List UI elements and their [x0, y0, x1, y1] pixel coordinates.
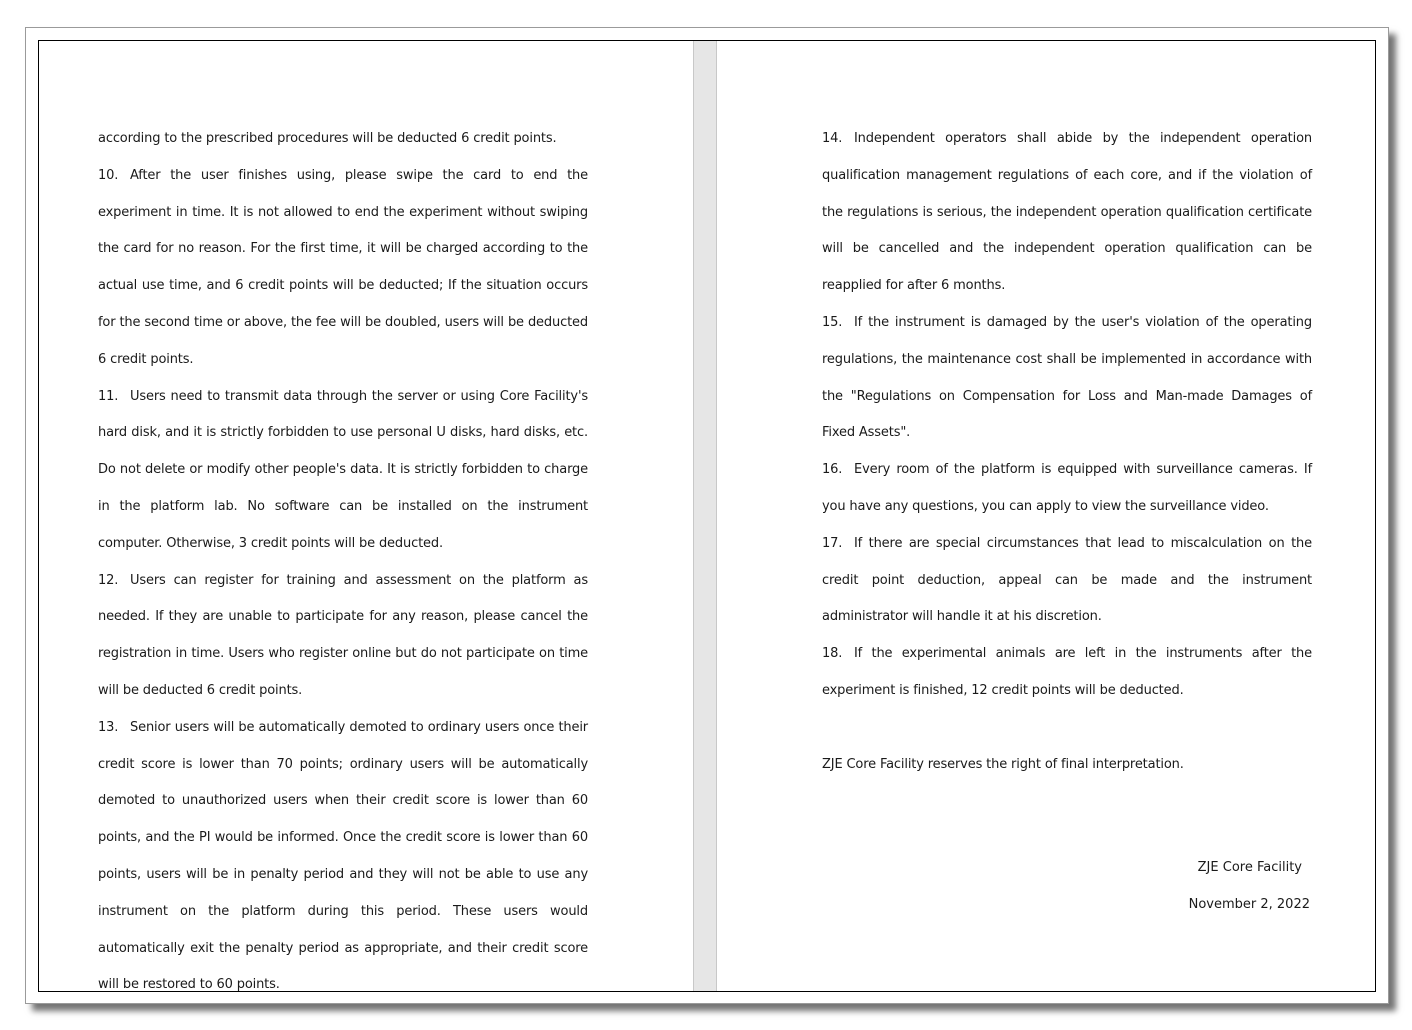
- paragraph-text: If the instrument is damaged by the user's violation of the operating regulations, the maintenance cost shall be implemented in accordance with the "Regulations on Compensation for Loss and Man-made Damages of Fixed Assets".: [822, 314, 1312, 441]
- paragraph-10: [98, 158, 588, 379]
- page-gutter: [693, 41, 717, 991]
- paragraph-number: 15.: [822, 314, 843, 330]
- paragraph-number: 14.: [822, 131, 843, 146]
- paragraph-number: 10.: [98, 167, 119, 183]
- paragraph-text: Users can register for training and assessment on the platform as needed. If they are unable to participate for any reason, please cancel the registration in time. Users who register online but do not participate on time will be deducted 6 credit points.: [98, 572, 588, 698]
- paragraph-18: [822, 636, 1312, 710]
- paragraph-text: Users need to transmit data through the server or using Core Facility's hard disk, and it is strictly forbidden to use personal U disks, hard disks, etc. Do not delete or modify other people's data. It is strictly forbidden to charge in the platform lab. No software can be installed on the instrument computer. Otherwise, 3 credit points will be deducted.: [98, 388, 588, 551]
- paragraph-17: [822, 526, 1312, 636]
- blank-line: [822, 710, 1312, 747]
- paragraph-number: 13.: [98, 719, 119, 735]
- two-page-spread: [38, 40, 1376, 992]
- paragraph-number: 11.: [98, 388, 119, 404]
- paragraph-11: [98, 379, 588, 563]
- paragraph-13: [98, 710, 588, 1004]
- signature-organization: ZJE Core Facility: [1197, 860, 1302, 875]
- paragraph-number: 18.: [822, 646, 843, 662]
- paragraph-number: 16.: [822, 462, 843, 478]
- document-sheet: [25, 27, 1389, 1004]
- paragraph-text: Senior users will be automatically demoted to ordinary users once their credit score is lower than 70 points; ordinary users will be automatically demoted to unauthorized users when their credit score is lower than 60 points, and the PI would be informed. Once the credit score is lower than 60 points, users will be in penalty period and they will not be able to use any instrument on the platform during this period. These users would automatically exit the penalty period as appropriate, and their credit score will be restored to 60 points.: [98, 719, 588, 993]
- paragraph-text: Independent operators shall abide by the independent operation qualification management regulations of each core, and if the violation of the regulations is serious, the independent operation qualification certificate will be cancelled and the independent operation qualification can be reapplied for after 6 months.: [822, 131, 1312, 294]
- paragraph-number: 12.: [98, 572, 119, 588]
- paragraph-text: Every room of the platform is equipped with surveillance cameras. If you have any questions, you can apply to view the surveillance video.: [822, 462, 1312, 514]
- paragraph-text: according to the prescribed procedures will be deducted 6 credit points.: [98, 131, 557, 146]
- paragraph-text: After the user finishes using, please swipe the card to end the experiment in time. It is not allowed to end the experiment without swiping the card for no reason. For the first time, it will be charged according to the actual use time, and 6 credit points will be deducted; If the situation occurs for the second time or above, the fee will be doubled, users will be deducted 6 credit points.: [98, 167, 588, 367]
- paragraph-9-continued: [98, 121, 588, 158]
- paragraph-text: If there are special circumstances that lead to miscalculation on the credit point deduction, appeal can be made and the instrument administrator will handle it at his discretion.: [822, 535, 1312, 625]
- paragraph-text: If the experimental animals are left in the instruments after the experiment is finished, 12 credit points will be deducted.: [822, 646, 1312, 698]
- signature-date: November 2, 2022: [1188, 897, 1310, 912]
- paragraph-number: 17.: [822, 535, 843, 551]
- right-page: [822, 121, 1312, 783]
- paragraph-12: [98, 563, 588, 710]
- closing-statement: ZJE Core Facility reserves the right of final interpretation.: [822, 756, 1184, 772]
- left-page: [98, 121, 588, 1004]
- paragraph-15: [822, 305, 1312, 452]
- paragraph-14: [822, 121, 1312, 305]
- paragraph-16: [822, 452, 1312, 526]
